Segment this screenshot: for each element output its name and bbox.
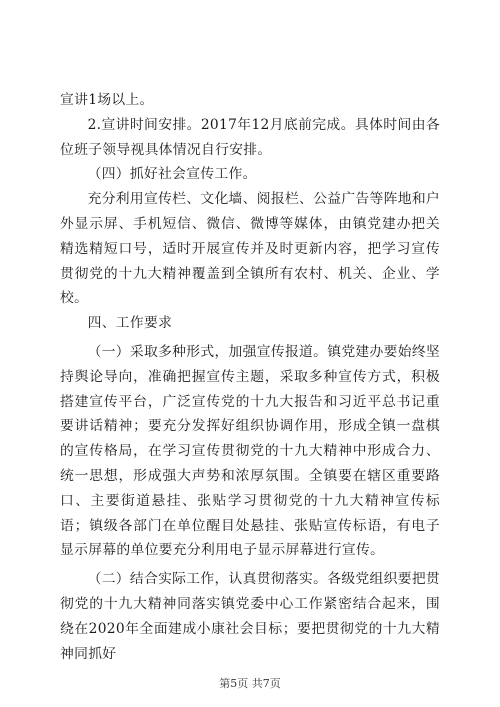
paragraph: （二）结合实际工作，认真贯彻落实。各级党组织要把贯彻党的十九大精神同落实镇党委中心工作紧密结合起来，围绕在2020年全面建成小康社会目标；要把贯彻党的十九大精神同抓好 — [60, 571, 441, 662]
paragraph: （一）采取多种形式，加强宣传报道。镇党建办要始终坚持舆论导向，准确把握宣传主题，采取多种宣传方式，积极搭建宣传平台，广泛宣传党的十九大报告和习近平总书记重要讲话精神；要充分发挥好组织协调作用，形成全镇一盘棋的宣传格局，在学习宣传贯彻党的十九大精神中形成合力、统一思想，形成强大声势和浓厚氛围。全镇要在辖区重要路口、主要街道悬挂、张贴学习贯彻党的十九大精神宣传标语；镇级各部门在单位醒目处悬挂、张贴宣传标语，有电子显示屏幕的单位要充分利用电子显示屏幕进行宣传。 — [60, 343, 441, 559]
page-number-footer: 第5页 共7页 — [219, 677, 281, 690]
paragraph: 2.宣讲时间安排。2017年12月底前完成。具体时间由各位班子领导视具体情况自行安排。 — [60, 116, 440, 158]
section-heading: （四）抓好社会宣传工作。 — [87, 166, 257, 183]
paragraph: 充分利用宣传栏、文化墙、阅报栏、公益广告等阵地和户外显示屏、手机短信、微信、微博等媒体，由镇党建办把关精选精短口号，适时开展宣传并及时更新内容，把学习宣传贯彻党的十九大精神覆盖到全镇所有农村、机关、企业、学校。 — [60, 191, 441, 307]
document-body — [60, 88, 440, 666]
section-heading: 四、工作要求 — [87, 315, 173, 332]
paragraph: 宣讲1场以上。 — [60, 92, 154, 108]
